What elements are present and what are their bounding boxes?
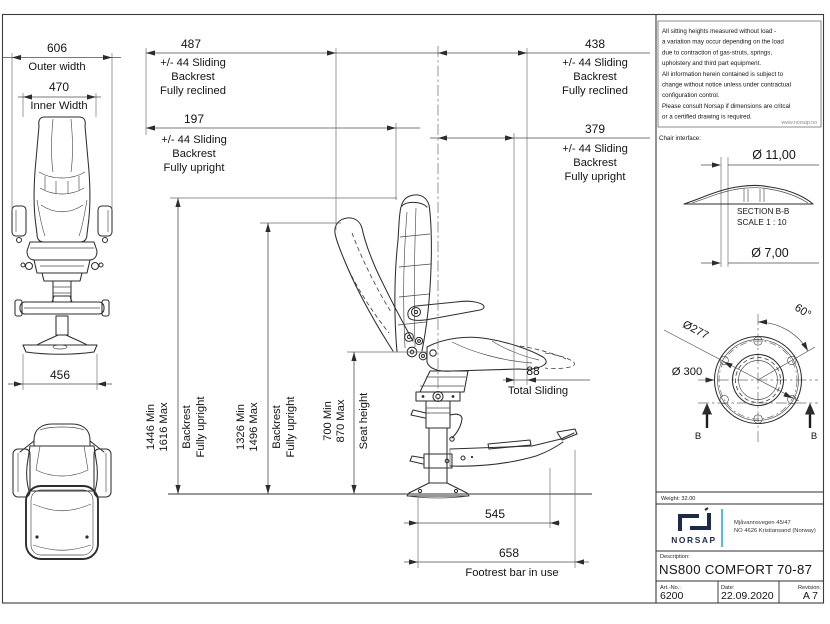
dim-379-line2: Backrest [573, 157, 617, 169]
chair-side-view [335, 195, 577, 498]
dim-658-label: Footrest bar in use [465, 567, 559, 579]
backrest-upright [395, 195, 432, 352]
note-line: or a certified drawing is required. [662, 113, 752, 121]
description-value: NS800 COMFORT 70-87 [659, 562, 813, 577]
base-outer-dia-label: Ø 300 [671, 366, 703, 378]
art-no-value: 6200 [660, 590, 684, 602]
dim-487-value: 487 [180, 37, 202, 51]
note-line: Please consult Norsap if dimensions are critcal [662, 102, 791, 110]
front-base-plate [23, 345, 97, 354]
section-dia-outer: Ø 11,00 [752, 148, 796, 162]
note-line: All sitting heights measured without load - [662, 28, 777, 35]
dim-height-b-line1: 1326 Min [235, 403, 247, 451]
brand-name: NORSAP [671, 535, 717, 545]
base-angle-label: 60° [792, 301, 813, 322]
art-no-label: Art.-No.: [660, 585, 681, 591]
chair-top-view [13, 424, 111, 559]
dim-seat-height-line3: Seat height [358, 392, 370, 450]
top-armrest-right [94, 449, 111, 497]
dim-197-value: 197 [183, 112, 205, 126]
dim-seat-height-line1: 700 Min [322, 401, 334, 441]
website-text: www.norsap.no [781, 120, 817, 126]
top-seat-cushion [26, 486, 98, 559]
dimension-lines [3, 50, 650, 564]
dim-inner-width-label: Inner Width [30, 100, 88, 112]
address-line2: NO 4626 Kristiansand (Norway) [734, 528, 816, 534]
section-marker-left: B [694, 431, 702, 442]
weight-text: Weight: 32.00 [661, 496, 696, 502]
dim-height-a-line3: Backrest [181, 405, 193, 449]
notes-panel [658, 21, 821, 127]
title-block [656, 492, 824, 603]
dim-487-line3: Fully reclined [160, 85, 226, 97]
dim-487-line2: Backrest [171, 71, 215, 83]
dim-base-width-value: 456 [49, 368, 71, 382]
section-dia-inner: Ø 7,00 [751, 246, 789, 260]
revision-value: A 7 [802, 590, 818, 602]
date-label: Date: [721, 585, 735, 591]
dim-658-value: 658 [498, 546, 520, 560]
section-name-label: SECTION B-B [737, 207, 790, 216]
dim-seat-height [322, 392, 370, 449]
note-line: a variation may occur depending on the load [662, 38, 784, 46]
section-bb-detail [684, 148, 819, 267]
dim-438-line3: Fully reclined [562, 85, 628, 97]
base-bolt-circle-label: Ø277 [680, 318, 711, 343]
dim-197-line2: Backrest [172, 148, 216, 160]
norsap-logo [680, 508, 709, 529]
pedestal-lower [429, 428, 447, 483]
dim-inner-width-value: 470 [48, 80, 70, 94]
dim-438-line1: +/- 44 Sliding [562, 57, 628, 69]
dim-197-line3: Fully upright [163, 162, 225, 174]
section-scale-label: SCALE 1 : 10 [737, 218, 787, 227]
section-arrow-right [805, 403, 815, 415]
dim-487-line1: +/- 44 Sliding [160, 57, 226, 69]
dim-height-b [235, 396, 297, 458]
base-bolt-circle-detail [664, 302, 818, 444]
dim-height-a-line2: 1616 Max [158, 402, 170, 452]
address-line1: Mjåvannsvegen 45/47 [734, 520, 791, 526]
date-value: 22.09.2020 [721, 590, 774, 602]
dim-379-line3: Fully upright [564, 171, 626, 183]
top-armrest-left [13, 449, 30, 497]
note-line: configuration control. [662, 92, 720, 100]
note-line: upholstery and third part equipment. [662, 60, 762, 68]
pedestal-upper [426, 401, 450, 428]
dim-height-a [145, 396, 207, 458]
dim-total-sliding-label: Total Sliding [507, 385, 569, 397]
dim-197-line1: +/- 44 Sliding [161, 134, 227, 146]
note-line: due to contraction of gas-struts, springs, [662, 49, 773, 57]
section-marker-right: B [810, 431, 818, 442]
note-line: change without notice unless under contractual [662, 81, 791, 89]
chair-interface-label: Chair interface: [659, 135, 701, 142]
dim-height-a-line1: 1446 Min [145, 403, 157, 451]
dim-outer-width-value: 606 [46, 41, 68, 55]
armrest-side [408, 301, 484, 320]
dim-height-a-line4: Fully upright [195, 396, 207, 458]
dim-height-b-line2: 1496 Max [248, 402, 260, 452]
chair-front-view [12, 117, 112, 354]
dim-545-value: 545 [484, 507, 506, 521]
revision-label: Revision: [797, 585, 821, 591]
description-label: Description: [660, 554, 690, 560]
dim-438-line2: Backrest [573, 71, 617, 83]
dim-height-b-line4: Fully upright [285, 396, 297, 458]
note-line: All information herein contained is subject to [662, 70, 784, 78]
dim-outer-width-label: Outer width [28, 61, 86, 73]
dim-total-sliding-value: 88 [526, 364, 540, 378]
dim-379-line1: +/- 44 Sliding [562, 143, 628, 155]
front-armrest-left [12, 206, 26, 236]
dim-seat-height-line2: 870 Max [335, 399, 347, 443]
dim-height-b-line3: Backrest [271, 405, 283, 449]
backrest-reclined [335, 218, 413, 351]
dim-438-value: 438 [584, 37, 606, 51]
section-arrow-left [702, 403, 712, 415]
front-armrest-right [98, 206, 112, 236]
extension-lines [12, 46, 575, 568]
dim-379-value: 379 [584, 122, 606, 136]
